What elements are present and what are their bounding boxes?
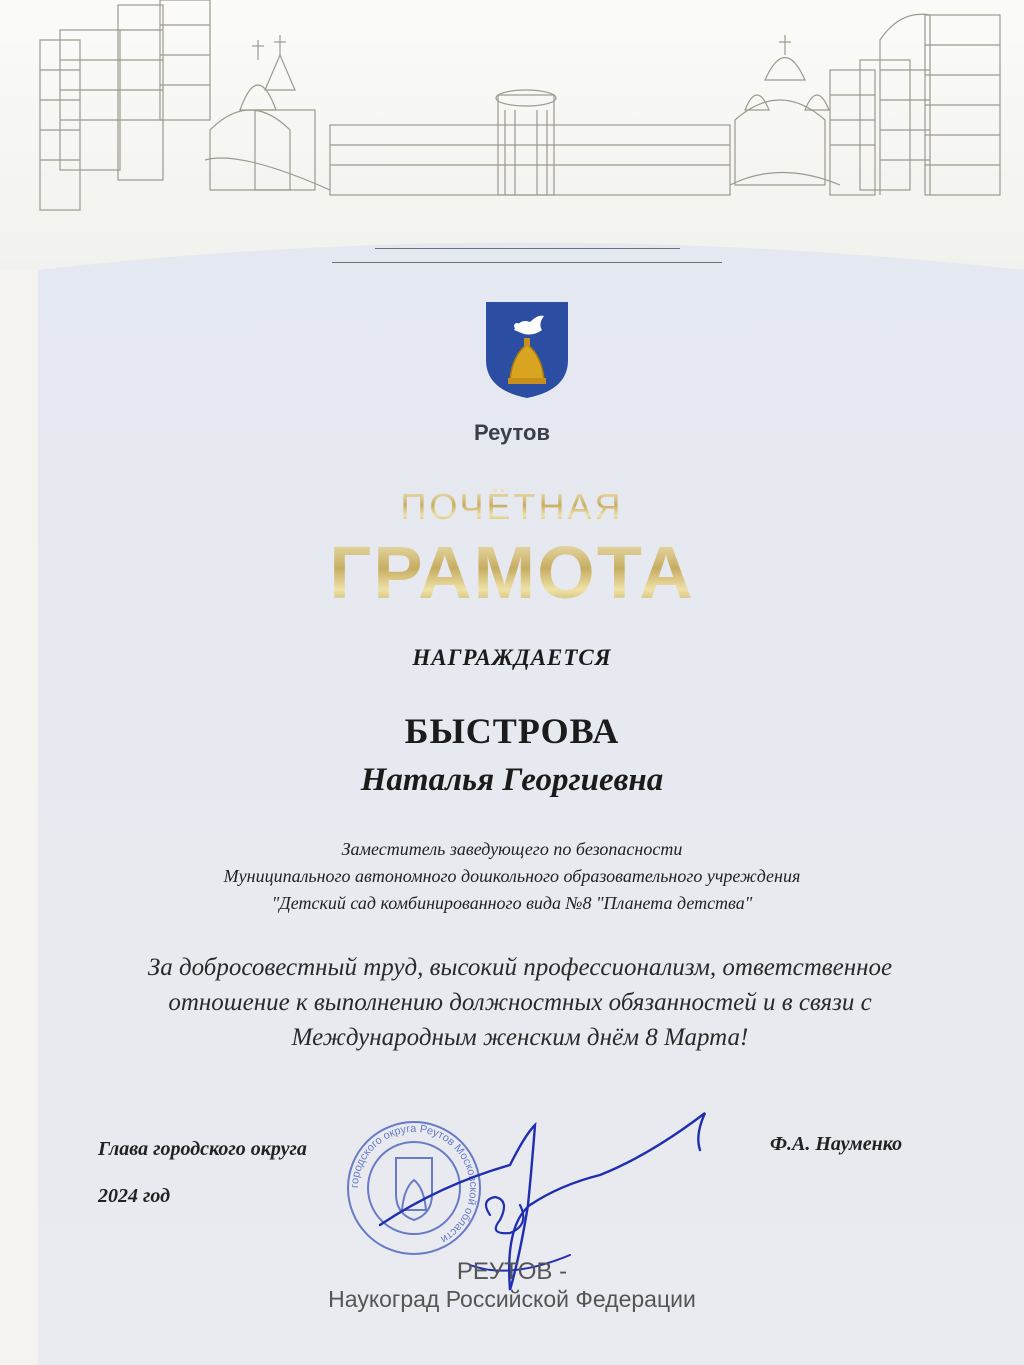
decorative-rule-bottom	[332, 262, 722, 263]
award-year: 2024 год	[98, 1185, 171, 1207]
decorative-rule-top	[375, 248, 680, 249]
city-skyline-illustration	[0, 0, 1024, 230]
signatory-name: Ф.А. Науменко	[770, 1133, 903, 1155]
position-line: Муниципального автономного дошкольного образовательного учреждения	[223, 866, 801, 886]
recipient-given-names: Наталья Георгиевна	[360, 762, 664, 798]
footer-slogan: Наукоград Российской Федерации	[328, 1286, 696, 1312]
certificate-title-line2: ГРАМОТА	[0, 530, 1024, 615]
position-line: Заместитель заведующего по безопасности	[341, 839, 683, 859]
stamp-text: городского округа Реутов Московской области	[348, 1122, 480, 1246]
reason-line: Международным женским днём 8 Марта!	[291, 1024, 749, 1051]
recipient-surname: БЫСТРОВА	[404, 711, 620, 751]
reason-line: отношение к выполнению должностных обязанностей и в связи с	[168, 989, 872, 1016]
reason-line: За добросовестный труд, высокий профессионализм, ответственное	[147, 954, 893, 981]
certificate-title-line1: ПОЧЁТНАЯ	[0, 486, 1024, 528]
reutov-coat-of-arms-icon	[484, 300, 570, 400]
position-line: "Детский сад комбинированного вида №8 "Планета детства"	[271, 893, 753, 913]
city-name: Реутов	[473, 420, 551, 445]
recipient-position	[0, 836, 1024, 917]
award-reason	[80, 950, 960, 1055]
footer-city: РЕУТОВ -	[456, 1258, 568, 1285]
awarded-label: НАГРАЖДАЕТСЯ	[412, 645, 612, 670]
signatory-title: Глава городского округа	[98, 1138, 307, 1160]
